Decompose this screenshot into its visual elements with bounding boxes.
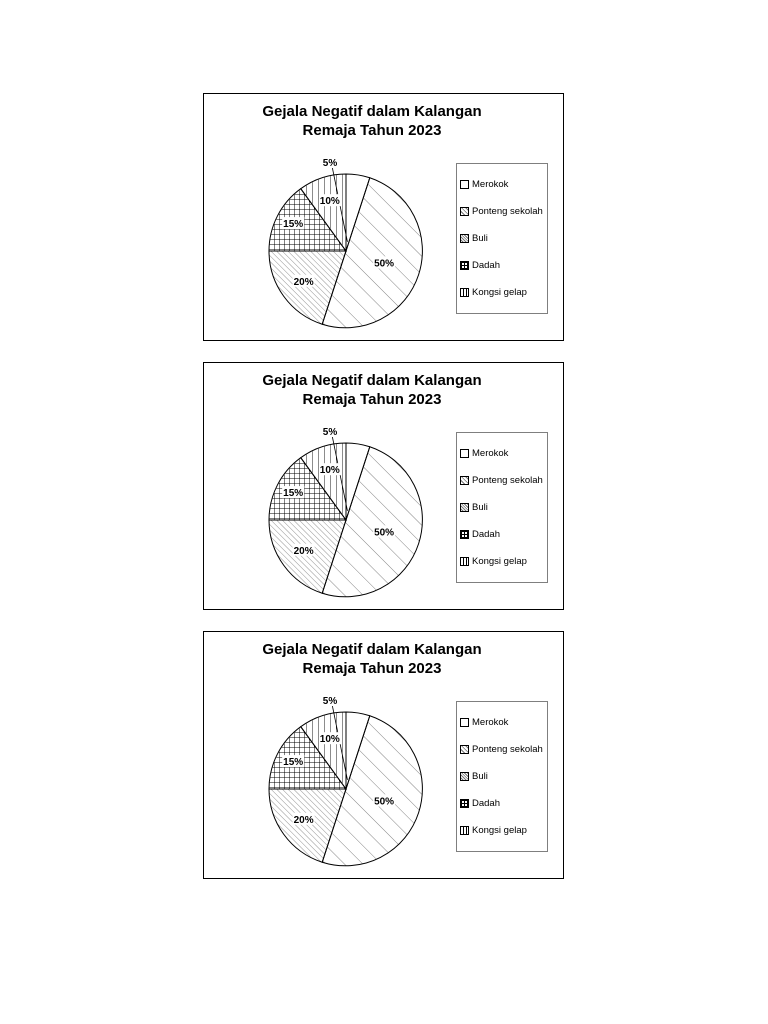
legend-swatch [460,503,469,512]
pie-data-label: 50% [374,796,395,808]
legend-label: Ponteng sekolah [472,743,543,755]
legend-item [460,286,527,298]
pie-data-label: 5% [322,158,338,169]
legend-swatch [460,772,469,781]
legend-label: Buli [472,232,488,244]
legend-label: Kongsi gelap [472,824,527,836]
legend-item [460,232,488,244]
legend-item [460,474,543,486]
chart-title-line-2: Remaja Tahun 2023 [302,391,442,408]
legend-item [460,178,508,190]
pie-data-label: 50% [374,527,395,539]
legend-swatch [460,530,469,539]
legend-swatch [460,826,469,835]
legend-swatch [460,234,469,243]
pie-data-label: 20% [293,814,314,826]
pie-data-label: 5% [322,696,338,707]
pie-data-label: 10% [319,734,340,746]
legend-label: Buli [472,770,488,782]
chart-title-line-2: Remaja Tahun 2023 [302,122,442,139]
chart-title-line-1: Gejala Negatif dalam Kalangan [262,372,482,389]
legend-swatch [460,557,469,566]
legend-label: Dadah [472,528,500,540]
legend-swatch [460,449,469,458]
legend-label: Kongsi gelap [472,286,527,298]
legend-item [460,743,543,755]
legend-swatch [460,288,469,297]
chart-panel [203,362,564,610]
pie-data-label: 50% [374,258,395,270]
legend-label: Ponteng sekolah [472,205,543,217]
legend-item [460,824,527,836]
chart-legend [456,701,548,852]
chart-panel [203,93,564,341]
legend-item [460,501,488,513]
legend-swatch [460,799,469,808]
legend-item [460,205,543,217]
chart-title-line-2: Remaja Tahun 2023 [302,660,442,677]
legend-item [460,259,500,271]
legend-label: Buli [472,501,488,513]
chart-legend [456,432,548,583]
pie-data-label: 15% [283,219,304,231]
legend-item [460,797,500,809]
pie-data-label: 20% [293,545,314,557]
pie-data-label: 5% [322,427,338,438]
legend-label: Ponteng sekolah [472,474,543,486]
legend-label: Merokok [472,178,509,190]
legend-label: Dadah [472,797,500,809]
legend-swatch [460,745,469,754]
legend-item [460,716,508,728]
pie-data-label: 15% [283,757,304,769]
chart-panel [203,631,564,879]
pie-data-label: 15% [283,488,304,500]
legend-item [460,447,508,459]
legend-swatch [460,207,469,216]
legend-swatch [460,718,469,727]
pie-data-label: 20% [293,276,314,288]
legend-label: Merokok [472,716,509,728]
pie-data-label: 10% [319,196,340,208]
legend-item [460,555,527,567]
chart-legend [456,163,548,314]
legend-item [460,770,488,782]
legend-swatch [460,180,469,189]
legend-label: Kongsi gelap [472,555,527,567]
chart-title-line-1: Gejala Negatif dalam Kalangan [262,103,482,120]
legend-label: Merokok [472,447,509,459]
legend-swatch [460,476,469,485]
chart-title-line-1: Gejala Negatif dalam Kalangan [262,641,482,658]
pie-data-label: 10% [319,465,340,477]
legend-label: Dadah [472,259,500,271]
legend-swatch [460,261,469,270]
legend-item [460,528,500,540]
